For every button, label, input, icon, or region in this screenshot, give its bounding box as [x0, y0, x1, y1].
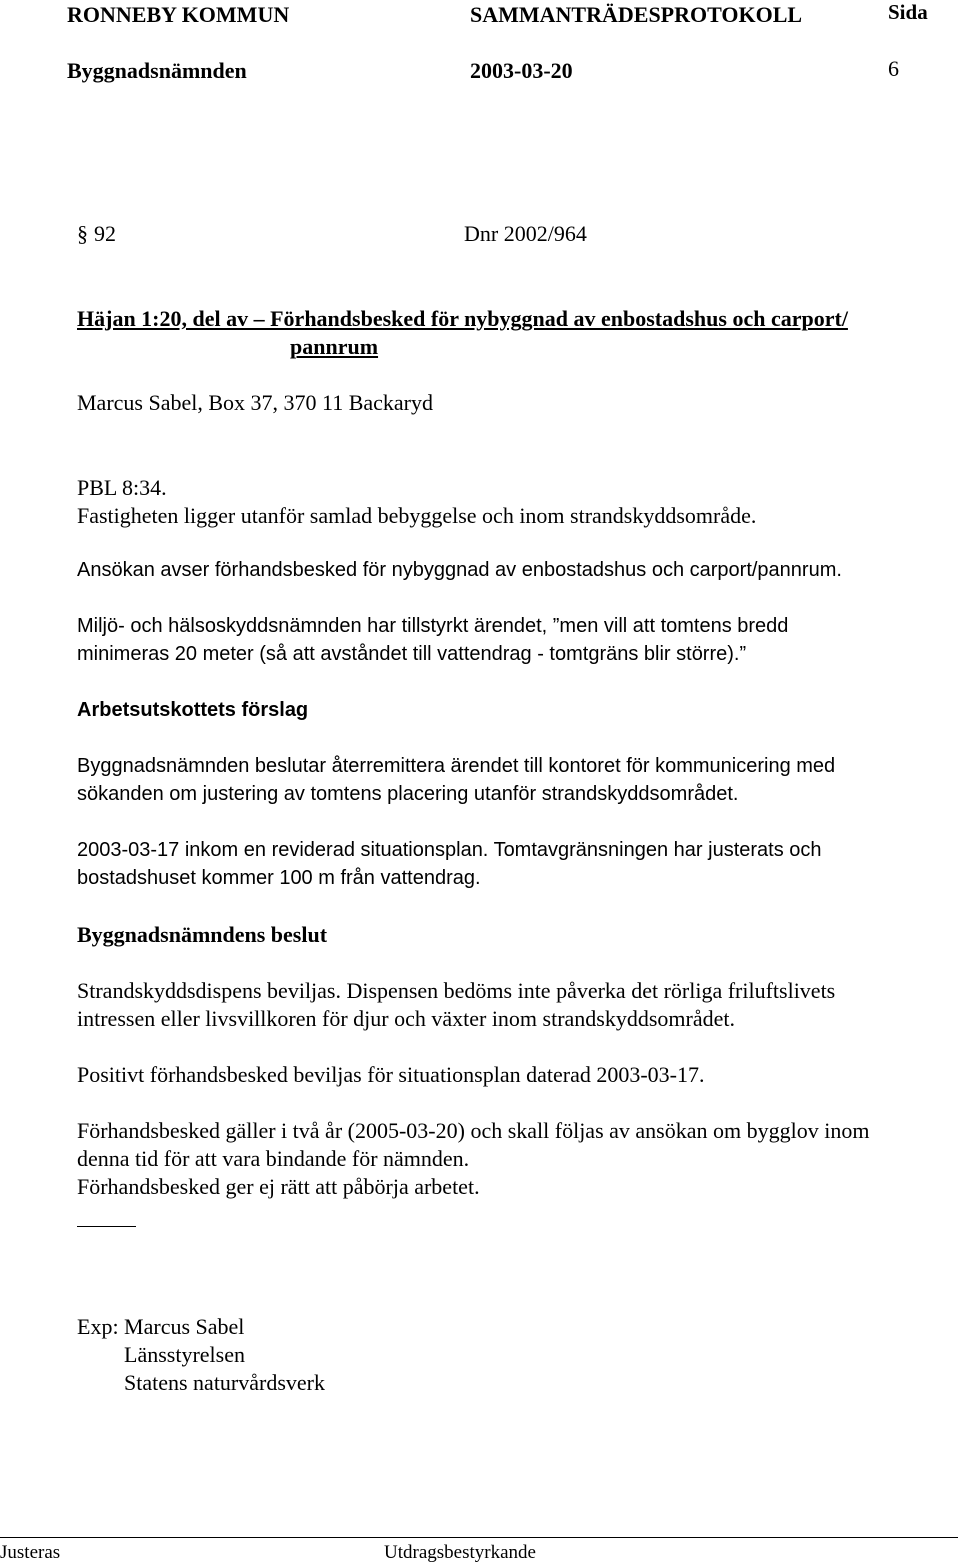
location-text: Fastigheten ligger utanför samlad bebyggelse och inom strandskyddsområde. — [77, 503, 757, 528]
distribution-first: Exp: Marcus Sabel — [77, 1314, 245, 1339]
proposal-line-2: sökanden om justering av tomtens placering utanför strandskyddsområdet. — [77, 783, 739, 805]
proposal-heading: Arbetsutskottets förslag — [77, 699, 309, 721]
document-type: SAMMANTRÄDESPROTOKOLL — [470, 2, 803, 27]
case-title-line-1: Häjan 1:20, del av – Förhandsbesked för nybyggnad av enbostadshus och carport/ — [77, 306, 848, 331]
decision-line-1: Strandskyddsdispens beviljas. Dispensen bedöms inte påverka det rörliga friluftslivets — [77, 978, 836, 1003]
revised-plan-line-1: 2003-03-17 inkom en reviderad situationsplan. Tomtavgränsningen har justerats och — [77, 839, 822, 861]
case-number: 92 — [94, 221, 116, 246]
meeting-date: 2003-03-20 — [470, 58, 573, 83]
page-number: 6 — [888, 56, 899, 81]
application-text: Ansökan avser förhandsbesked för nybyggnad av enbostadshus och carport/pannrum. — [77, 559, 842, 581]
revised-plan-line-2: bostadshuset kommer 100 m från vattendrag. — [77, 867, 481, 889]
proposal-line-1: Byggnadsnämnden beslutar återremittera ärendet till kontoret för kommunicering med — [77, 755, 836, 777]
pbl-reference: PBL 8:34. — [77, 475, 167, 500]
case-title-line-2: pannrum — [290, 334, 379, 359]
committee-name: Byggnadsnämnden — [67, 58, 247, 83]
positive-decision: Positivt förhandsbesked beviljas för situationsplan daterad 2003-03-17. — [77, 1062, 705, 1087]
footer-rule — [0, 1537, 958, 1538]
page-label: Sida — [888, 0, 928, 24]
distribution-recipient: Statens naturvårdsverk — [124, 1370, 325, 1395]
separator-line — [77, 1226, 136, 1227]
validity-line-3: Förhandsbesked ger ej rätt att påbörja arbetet. — [77, 1174, 480, 1199]
validity-line-2: denna tid för att vara bindande för nämnden. — [77, 1146, 470, 1171]
footer-utdragsbestyrkande: Utdragsbestyrkande — [384, 1542, 536, 1563]
decision-heading: Byggnadsnämndens beslut — [77, 922, 328, 947]
registration-number: Dnr 2002/964 — [464, 221, 587, 246]
decision-line-2: intressen eller livsvillkoren för djur och växter inom strandskyddsområdet. — [77, 1006, 736, 1031]
footer-justeras: Justeras — [0, 1542, 61, 1563]
distribution-recipient: Länsstyrelsen — [124, 1342, 245, 1367]
municipality-name: RONNEBY KOMMUN — [67, 2, 290, 27]
environment-opinion-line-1: Miljö- och hälsoskyddsnämnden har tillstyrkt ärendet, ”men vill att tomtens bredd — [77, 615, 789, 637]
applicant: Marcus Sabel, Box 37, 370 11 Backaryd — [77, 390, 434, 415]
paragraph-sign: § — [77, 221, 88, 246]
environment-opinion-line-2: minimeras 20 meter (så att avståndet till vattendrag - tomtgräns blir större).” — [77, 643, 747, 665]
validity-line-1: Förhandsbesked gäller i två år (2005-03-20) och skall följas av ansökan om bygglov inom — [77, 1118, 870, 1143]
